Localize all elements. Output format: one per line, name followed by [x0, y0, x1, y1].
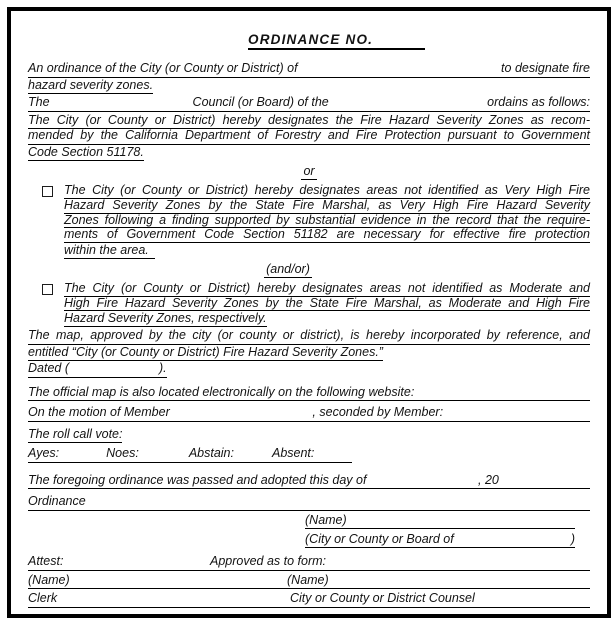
abstain-label: Abstain: [188, 446, 234, 461]
option-very-high-text [64, 184, 590, 259]
signer-board-label: (City or County or Board of [305, 531, 454, 546]
attest-left [28, 555, 210, 568]
rollcall-label-wrap [28, 427, 590, 444]
intro-text-right: to designate fire [501, 61, 590, 75]
signer-board-line [305, 533, 575, 549]
ordains-lead: The [28, 95, 50, 109]
intro-line-2-wrap [28, 78, 590, 95]
moderate-high-fhsz-checkbox[interactable] [42, 284, 53, 295]
option-very-high-row [28, 184, 590, 259]
dated-close: ). [159, 361, 167, 376]
andor-divider-row [28, 262, 590, 278]
option2-line-2: High Fire Hazard Severity Zones by the State Fire Marshal, as Moderate and High Fire [64, 295, 590, 310]
names-line [28, 574, 590, 590]
intro-line-1 [28, 62, 590, 78]
title-row [28, 32, 590, 50]
option-moderate-high-text [64, 282, 590, 327]
motion-line [28, 406, 590, 422]
website-label: The official map is also located electronically on the following website: [28, 384, 415, 399]
approved-label: Approved as to form: [210, 554, 327, 569]
map-line-1: The map, approved by the city (or county or district), is hereby incorporated by reference, and [28, 329, 590, 345]
website-line [28, 386, 590, 402]
ordinance-label: Ordinance [28, 494, 86, 509]
clerk-line [28, 592, 590, 608]
ordains-tail: ordains as follows: [487, 95, 590, 109]
intro-text-left: An ordinance of the City (or County or District) of [28, 61, 298, 75]
or-divider-row [28, 164, 590, 180]
page-border [7, 7, 611, 618]
recommended-line-1: The City (or County or District) hereby designates the Fire Hazard Severity Zones as recom- [28, 114, 590, 130]
motion-lead: On the motion of Member [28, 405, 170, 420]
dated-line [28, 362, 167, 378]
ordains-mid: Council (or Board) of the [192, 95, 329, 109]
recommended-line-2: mended by the California Department of Forestry and Fire Protection pursuant to Government [28, 129, 590, 145]
title-underline [248, 32, 425, 50]
option1-line-2: Hazard Severity Zones by the State Fire Marshal, as Very High Fire Hazard Severity [64, 197, 590, 212]
intro-line-2: hazard severity zones. [28, 79, 153, 95]
adopted-lead: The foregoing ordinance was passed and adopted this day of [28, 472, 367, 487]
signer-name-line [305, 514, 575, 530]
option1-line-1: The City (or County or District) hereby designates areas not identified as Very High Fire [64, 183, 590, 197]
option2-line-3: Hazard Severity Zones, respectively. [64, 311, 267, 326]
counsel-label: City or County or District Counsel [290, 591, 475, 606]
recommended-paragraph [28, 114, 590, 162]
option1-line-5: within the area. [64, 244, 155, 259]
recommended-line-3: Code Section 51178. [28, 146, 144, 162]
dated-open: Dated ( [28, 361, 69, 376]
page-title: ORDINANCE NO. [248, 32, 374, 47]
adopted-year-prefix: , 20 [478, 472, 499, 487]
map-paragraph [28, 329, 590, 378]
ordinance-line [28, 495, 590, 511]
map-line-2: entitled “City (or County or District) Fire Hazard Severity Zones.” [28, 346, 383, 362]
attest-label: Attest: [28, 554, 64, 569]
option-moderate-high-row [28, 282, 590, 327]
motion-mid: , seconded by Member: [312, 405, 444, 420]
signer-board-close: ) [570, 531, 575, 546]
adopted-line [28, 474, 590, 490]
attest-line [28, 555, 590, 571]
rollcall-row-wrap [28, 446, 590, 463]
name-right-label: (Name) [287, 572, 329, 587]
option1-line-4: ments of Government Code Section 51182 are necessary for effective fire protection [64, 227, 590, 242]
absent-label: Absent: [271, 446, 315, 461]
or-divider: or [303, 164, 315, 178]
ordains-line [28, 96, 590, 112]
andor-divider: (and/or) [266, 261, 310, 276]
signer-name-label: (Name) [305, 512, 347, 527]
very-high-fhsz-checkbox[interactable] [42, 186, 53, 197]
rollcall-label: The roll call vote: [28, 428, 122, 444]
clerk-label: Clerk [28, 591, 58, 606]
clerk-left [28, 592, 290, 605]
name-left-label: (Name) [28, 572, 70, 587]
option1-line-3: Zones following a finding supported by substantial evidence in the record that the require- [64, 212, 590, 227]
rollcall-line [28, 447, 352, 463]
noes-label: Noes: [106, 446, 139, 461]
option2-line-1: The City (or County or District) hereby designates areas not identified as Moderate and [64, 280, 590, 295]
names-left [28, 574, 287, 587]
ayes-label: Ayes: [28, 446, 60, 461]
